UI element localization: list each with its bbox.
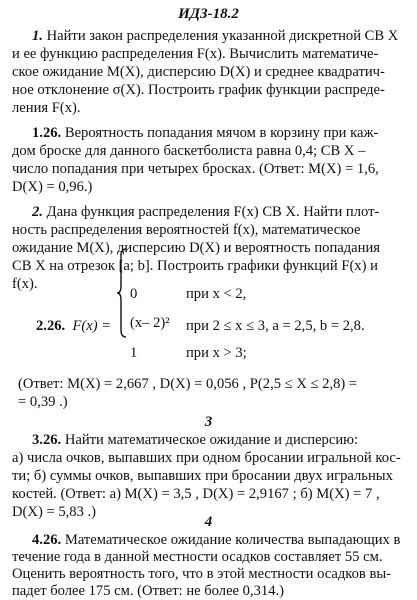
problem226-answer-2: = 0,39 .) (18, 394, 68, 410)
problem126-number: 1.26. (32, 125, 62, 141)
problem326-line-1: 3.26. Найти математическое ожидание и дисперсию: (32, 432, 359, 448)
case-1-condition: при x < 2, (186, 286, 247, 302)
problem126-line-1: 1.26. Вероятность попадания мячом в корзину при каж- (32, 125, 379, 141)
problem426-line-4: падет более 175 см. (Ответ: не более 0,314.) (12, 583, 285, 599)
task2-line-1: 2. Дана функция распределения F(x) СВ X. Найти плот- (32, 204, 380, 220)
task1-line-3: ское ожидание M(X), дисперсию D(X) и среднее квадратич- (12, 64, 385, 80)
task2-line-2: ность распределения вероятностей f(x), математическое (12, 222, 361, 238)
problem426-line-2: течение года в данной местности осадков составляет 55 см. (12, 549, 383, 565)
page-title: ИДЗ-18.2 (178, 6, 239, 22)
problem426-line-3: Оценить вероятность того, что в этой местности осадков вы- (12, 566, 392, 582)
problem126-line-4: D(X) = 0,96.) (12, 179, 93, 195)
task1-line-2: и ее функцию распределения F(x). Вычислить математиче- (12, 46, 379, 62)
piecewise-brace (117, 248, 127, 338)
section-4-heading: 4 (204, 514, 213, 530)
case-1-value: 0 (130, 286, 138, 302)
case-3-condition: при x > 3; (186, 345, 247, 361)
problem226-number: 2.26. (36, 318, 66, 334)
problem426-line-1: 4.26. Математическое ожидание количества выпадающих в (32, 532, 401, 548)
problem226-answer-1: (Ответ: M(X) = 2,667 , D(X) = 0,056 , P(2,5 ≤ X ≤ 2,8) = (18, 376, 358, 392)
problem126-line-2: дом броске для данного баскетболиста равна 0,4; СВ X – (12, 143, 366, 159)
problem226-lhs: F(x) = (72, 318, 112, 334)
task1-line-5: ления F(x). (12, 100, 81, 116)
task1-number: 1. (32, 28, 43, 44)
task2-line-4: СВ X на отрезок [a; b]. Построить графики функций F(x) и (12, 258, 378, 274)
case-2-value: (x– 2)² (130, 315, 170, 331)
problem326-line-5: D(X) = 5,83 .) (12, 504, 97, 520)
task1-line-1: 1. Найти закон распределения указанной дискретной СВ X (32, 28, 399, 44)
task2-line-5: f(x). (12, 276, 38, 292)
problem426-number: 4.26. (32, 532, 62, 548)
problem326-line-2: а) числа очков, выпавших при одном бросании игральной кос- (12, 450, 401, 466)
task1-line-4: ное отклонение σ(X). Построить график функции распреде- (12, 82, 385, 98)
problem326-line-3: ти; б) суммы очков, выпавших при бросании двух игральных (12, 468, 393, 484)
problem126-line-3: число попадания при четырех бросках. (Ответ: M(X) = 1,6, (12, 161, 379, 177)
problem226-header (36, 318, 111, 335)
problem326-line-4: костей. (Ответ: а) M(X) = 3,5 , D(X) = 2,9167 ; б) M(X) = 7 , (12, 486, 380, 502)
task2-line-3: ожидание M(X), дисперсию D(X) и вероятность попадания (12, 240, 380, 256)
task2-number: 2. (32, 204, 43, 220)
case-2-condition: при 2 ≤ x ≤ 3, a = 2,5, b = 2,8. (186, 318, 365, 334)
case-3-value: 1 (130, 345, 138, 361)
section-3-heading: 3 (204, 414, 213, 430)
problem326-number: 3.26. (32, 432, 62, 448)
